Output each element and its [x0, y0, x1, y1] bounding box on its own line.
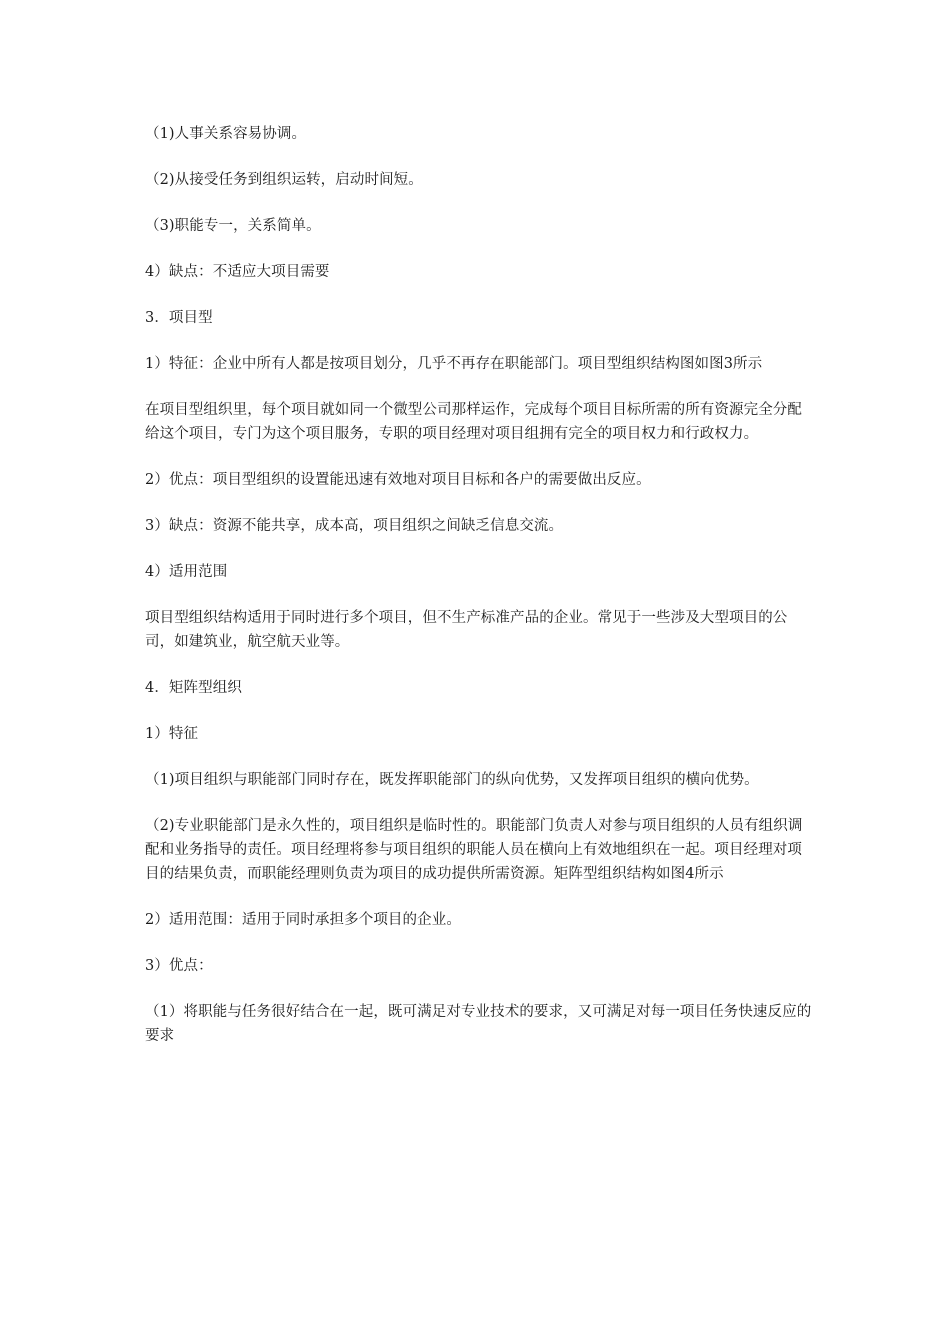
paragraph-1: （1)人事关系容易协调。	[145, 126, 307, 142]
paragraph-10: 4）适用范围	[145, 564, 228, 580]
paragraph-17: 3）优点：	[145, 958, 213, 974]
paragraph-13: 1）特征	[145, 726, 199, 742]
section-heading-matrix: 4．矩阵型组织	[145, 680, 242, 696]
paragraph-3: （3)职能专一，关系简单。	[145, 218, 321, 234]
section-heading-project-type: 3．项目型	[145, 310, 213, 326]
paragraph-2: （2)从接受任务到组织运转，启动时间短。	[145, 172, 423, 188]
paragraph-4: 4）缺点：不适应大项目需要	[145, 264, 330, 280]
paragraph-7: 在项目型组织里，每个项目就如同一个微型公司那样运作，完成每个项目目标所需的所有资源完全分配给这个项目，专门为这个项目服务，专职的项目经理对项目组拥有完全的项目权力和行政权力。	[145, 402, 802, 442]
paragraph-14: （1)项目组织与职能部门同时存在，既发挥职能部门的纵向优势，又发挥项目组织的横向优势。	[145, 772, 759, 788]
paragraph-8: 2）优点：项目型组织的设置能迅速有效地对项目目标和各户的需要做出反应。	[145, 472, 651, 488]
paragraph-9: 3）缺点：资源不能共享，成本高，项目组织之间缺乏信息交流。	[145, 518, 564, 534]
paragraph-16: 2）适用范围：适用于同时承担多个项目的企业。	[145, 912, 461, 928]
paragraph-11: 项目型组织结构适用于同时进行多个项目，但不生产标准产品的企业。常见于一些涉及大型项目的公司，如建筑业，航空航天业等。	[145, 610, 788, 650]
document-body	[145, 122, 813, 1070]
paragraph-15: （2)专业职能部门是永久性的，项目组织是临时性的。职能部门负责人对参与项目组织的人员有组织调配和业务指导的责任。项目经理将参与项目组织的职能人员在横向上有效地组织在一起。项目经理对项目的结果负责，而职能经理则负责为项目的成功提供所需资源。矩阵型组织结构如图4所示	[145, 818, 803, 882]
paragraph-6: 1）特征：企业中所有人都是按项目划分，几乎不再存在职能部门。项目型组织结构图如图3所示	[145, 356, 763, 372]
paragraph-18: （1）将职能与任务很好结合在一起，既可满足对专业技术的要求，又可满足对每一项目任务快速反应的要求	[145, 1004, 812, 1044]
